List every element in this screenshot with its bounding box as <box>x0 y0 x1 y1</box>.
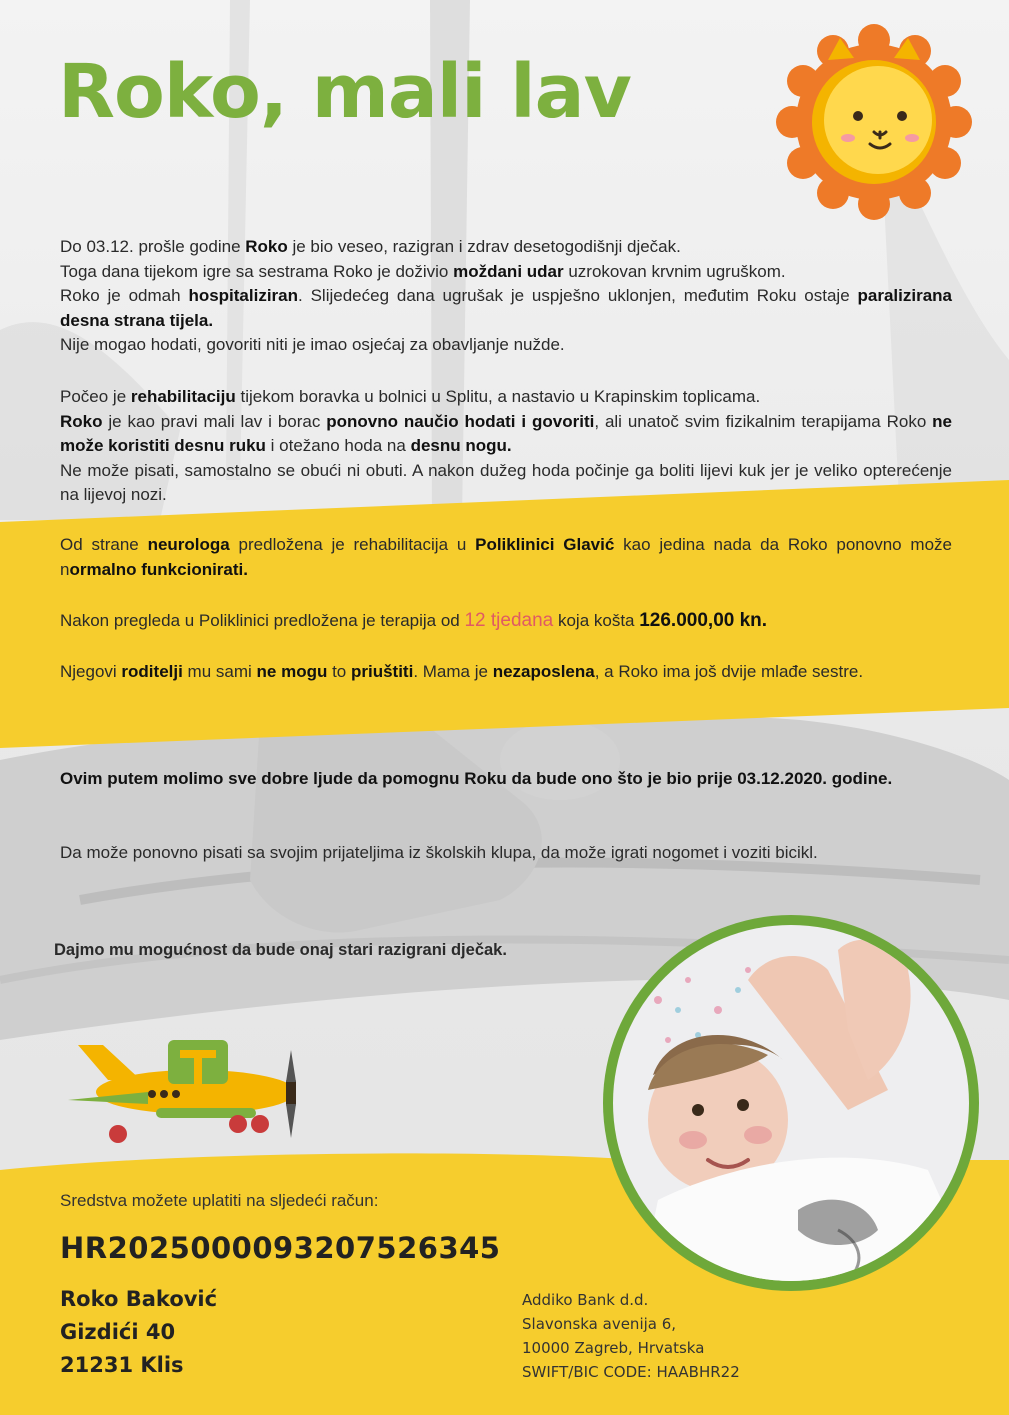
bank-street: Slavonska avenija 6, <box>522 1315 677 1333</box>
account-label: Sredstva možete uplatiti na sljedeći račun: <box>60 1191 379 1210</box>
therapy-cost: 126.000,00 kn. <box>639 610 768 631</box>
appeal-paragraph: Ovim putem molimo sve dobre ljude da pomognu Roku da bude ono što je bio prije 03.12.2020. godine. <box>60 769 893 788</box>
airplane-icon <box>48 1020 308 1150</box>
therapy-duration: 12 tjedana <box>464 610 554 631</box>
bank-name: Addiko Bank d.d. <box>522 1291 649 1309</box>
recipient-city: 21231 Klis <box>60 1353 184 1377</box>
intro-paragraph: Do 03.12. prošle godine Roko je bio veseo, razigran i zdrav desetogodišnji dječak. Toga dana tijekom igre sa sestrama Roko je doživio moždani udar uzrokovan krvnim ugruškom. Roko je odmah hospitaliziran. Slijedećeg dana ugrušak je uspješno uklonjen, međutim Roku ostaje paralizirana desna strana tijela. Nije mogao hodati, govoriti niti je imao osjećaj za obavljanje nužde. <box>60 237 952 354</box>
bank-details <box>522 1288 740 1384</box>
bank-swift: SWIFT/BIC CODE: HAABHR22 <box>522 1363 740 1381</box>
recipient-street: Gizdići 40 <box>60 1320 176 1344</box>
iban-number: HR2025000093207526345 <box>60 1231 501 1265</box>
wish-paragraph: Da može ponovno pisati sa svojim prijateljima iz školskih klupa, da može igrati nogomet i voziti bicikl. <box>60 843 818 862</box>
closing-line: Dajmo mu mogućnost da bude onaj stari razigrani dječak. <box>54 941 507 959</box>
therapy-cost-paragraph: Nakon pregleda u Poliklinici predložena je terapija od 12 tjedana koja košta 126.000,00 kn. <box>60 610 768 631</box>
lion-icon <box>770 22 978 222</box>
parents-paragraph: Njegovi roditelji mu sami ne mogu to priuštiti. Mama je nezaposlena, a Roko ima još dvije mlađe sestre. <box>60 662 864 681</box>
bank-city: 10000 Zagreb, Hrvatska <box>522 1339 705 1357</box>
recipient-address <box>60 1283 217 1382</box>
child-photo <box>598 910 984 1296</box>
recipient-name: Roko Baković <box>60 1287 218 1311</box>
neurologist-paragraph: Od strane neurologa predložena je rehabilitacija u Poliklinici Glavić kao jedina nada da Roko ponovno može normalno funkcionirati. <box>60 535 952 579</box>
page-title: Roko, mali lav <box>58 49 631 135</box>
rehabilitation-paragraph: Počeo je rehabilitaciju tijekom boravka u bolnici u Splitu, a nastavio u Krapinskim toplicama. Roko je kao pravi mali lav i borac ponovno naučio hodati i govoriti, ali unatoč svim fizikalnim terapijama Roko ne može koristiti desnu ruku i otežano hoda na desnu nogu. Ne može pisati, samostalno se obući ni obuti. A nakon dužeg hoda počinje ga boliti lijevi kuk jer je veliko opterećenje na lijevoj nozi. <box>60 387 953 504</box>
